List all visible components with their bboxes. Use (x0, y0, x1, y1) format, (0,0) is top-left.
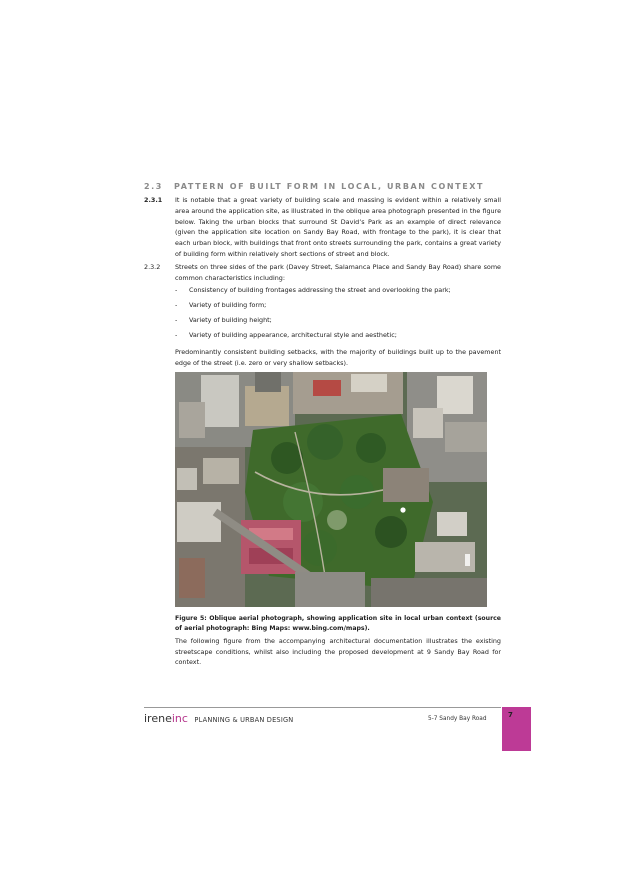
logo-inc: inc (171, 712, 188, 725)
aerial-photo-illustration (175, 372, 487, 607)
page-number: 7 (508, 711, 513, 719)
company-logo (144, 712, 293, 725)
figure-caption: Figure 5: Oblique aerial photograph, showing application site in local urban context (source of aerial photograph: Bing Maps: www.bing.com/maps). (175, 615, 501, 632)
paragraph-text: It is notable that a great variety of building scale and massing is evident within a relatively small area around the application site, as illustrated in the oblique area photograph presented in the figure below. Taking the urban blocks that surround St David’s Park as an example of direct relevance (given the application site location on Sandy Bay Road, with frontage to the park), it is clear that each urban block, with buildings that front onto streets surrounding the park, contains a great variety of building form within relatively short sections of street and block. (175, 196, 501, 258)
bullet-dash: - (175, 301, 178, 309)
setbacks-paragraph: Predominantly consistent building setbacks, with the majority of buildings built up to the pavement edge of the street (i.e. zero or very shallow setbacks). (175, 348, 501, 367)
paragraph-number: 2.3.2 (144, 263, 161, 271)
bullet-dash: - (175, 316, 178, 324)
list-item-text: Variety of building appearance, architectural style and aesthetic; (189, 331, 397, 339)
list-item (175, 286, 501, 301)
page-number-tab (502, 707, 531, 751)
section-number: 2.3 (144, 182, 163, 191)
list-item-text: Consistency of building frontages addressing the street and overlooking the park; (189, 286, 451, 294)
paragraph-text: Streets on three sides of the park (Davey Street, Salamanca Place and Sandy Bay Road) share some common characteristics including: (175, 263, 501, 282)
list-item (175, 301, 501, 316)
characteristics-list (175, 286, 501, 368)
bullet-dash: - (175, 331, 178, 339)
list-item (175, 331, 501, 346)
section-title: PATTERN OF BUILT FORM IN LOCAL, URBAN CONTEXT (174, 182, 485, 191)
paragraph-number: 2.3.1 (144, 196, 163, 204)
aerial-photograph (175, 372, 487, 607)
section-heading (144, 182, 484, 191)
list-item-text: Variety of building form; (189, 301, 267, 309)
paragraph-2-3-2 (144, 262, 501, 284)
logo-tagline: PLANNING & URBAN DESIGN (194, 716, 294, 724)
footer-address: 5-7 Sandy Bay Road (428, 716, 487, 722)
footer-divider (144, 707, 501, 708)
logo-irene: irene (144, 712, 172, 725)
list-item-text: Variety of building height; (189, 316, 272, 324)
list-item (175, 316, 501, 331)
closing-paragraph: The following figure from the accompanying architectural documentation illustrates the existing streetscape conditions, whilst also including the proposed development at 9 Sandy Bay Road for context. (175, 637, 501, 667)
bullet-dash: - (175, 286, 178, 294)
paragraph-2-3-1 (144, 195, 501, 260)
